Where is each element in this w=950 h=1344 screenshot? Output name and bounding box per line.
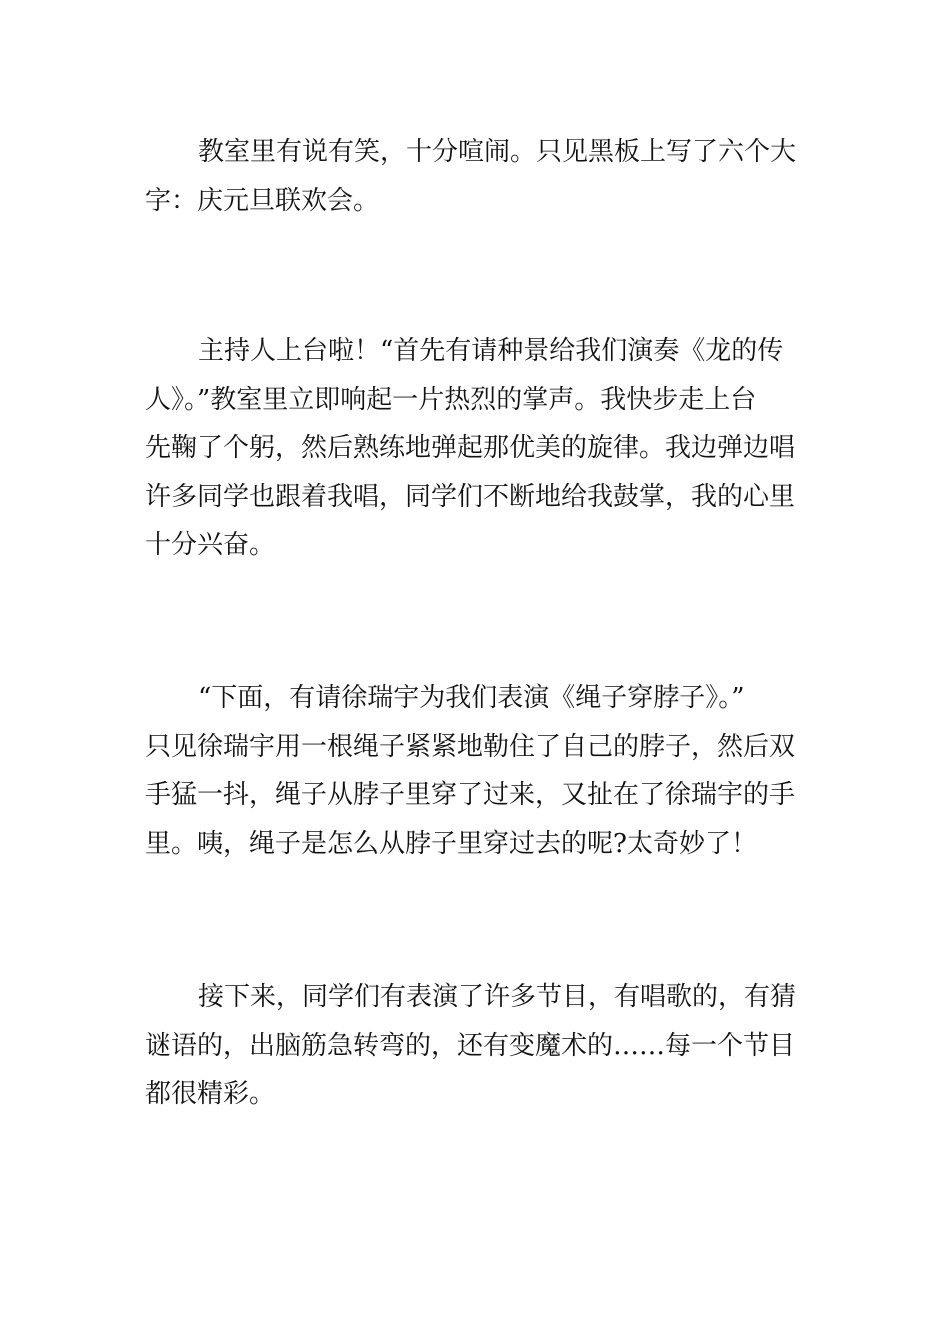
paragraph-line: 许多同学也跟着我唱，同学们不断地给我鼓掌，我的心里: [145, 481, 796, 512]
paragraph-line: 手猛一抖，绳子从脖子里穿了过来，又扯在了徐瑞宇的手: [145, 780, 796, 810]
paragraph-line: 谜语的，出脑筋急转弯的，还有变魔术的……每一个节目: [145, 1030, 796, 1061]
paragraph-line: 教室里有说有笑，十分喧闹。只见黑板上写了六个大: [198, 137, 797, 167]
paragraph-3: [145, 674, 809, 868]
paragraph-line: 都很精彩。: [145, 1079, 276, 1109]
paragraph-line: 只见徐瑞宇用一根绳子紧紧地勒住了自己的脖子，然后双: [145, 731, 796, 762]
paragraph-line: 十分兴奋。: [145, 530, 276, 560]
paragraph-line: 接下来，同学们有表演了许多节目，有唱歌的，有猜: [198, 982, 797, 1012]
paragraph-line: “下面，有请徐瑞宇为我们表演《绳子穿脖子》。”: [198, 683, 745, 713]
paragraph-line: 里。咦，绳子是怎么从脖子里穿过去的呢?太奇妙了！: [145, 828, 757, 859]
paragraph-line: 人》。”教室里立即响起一片热烈的掌声。我快步走上台: [145, 384, 757, 415]
paragraph-line: 先鞠了个躬，然后熟练地弹起那优美的旋律。我边弹边唱: [145, 433, 796, 463]
paragraph-2: [145, 327, 809, 570]
paragraph-1: [145, 128, 809, 225]
paragraph-line: 主持人上台啦！“首先有请种景给我们演奏《龙的传: [198, 336, 784, 366]
paragraph-4: [145, 973, 809, 1119]
paragraph-line: 字：庆元旦联欢会。: [145, 185, 380, 216]
